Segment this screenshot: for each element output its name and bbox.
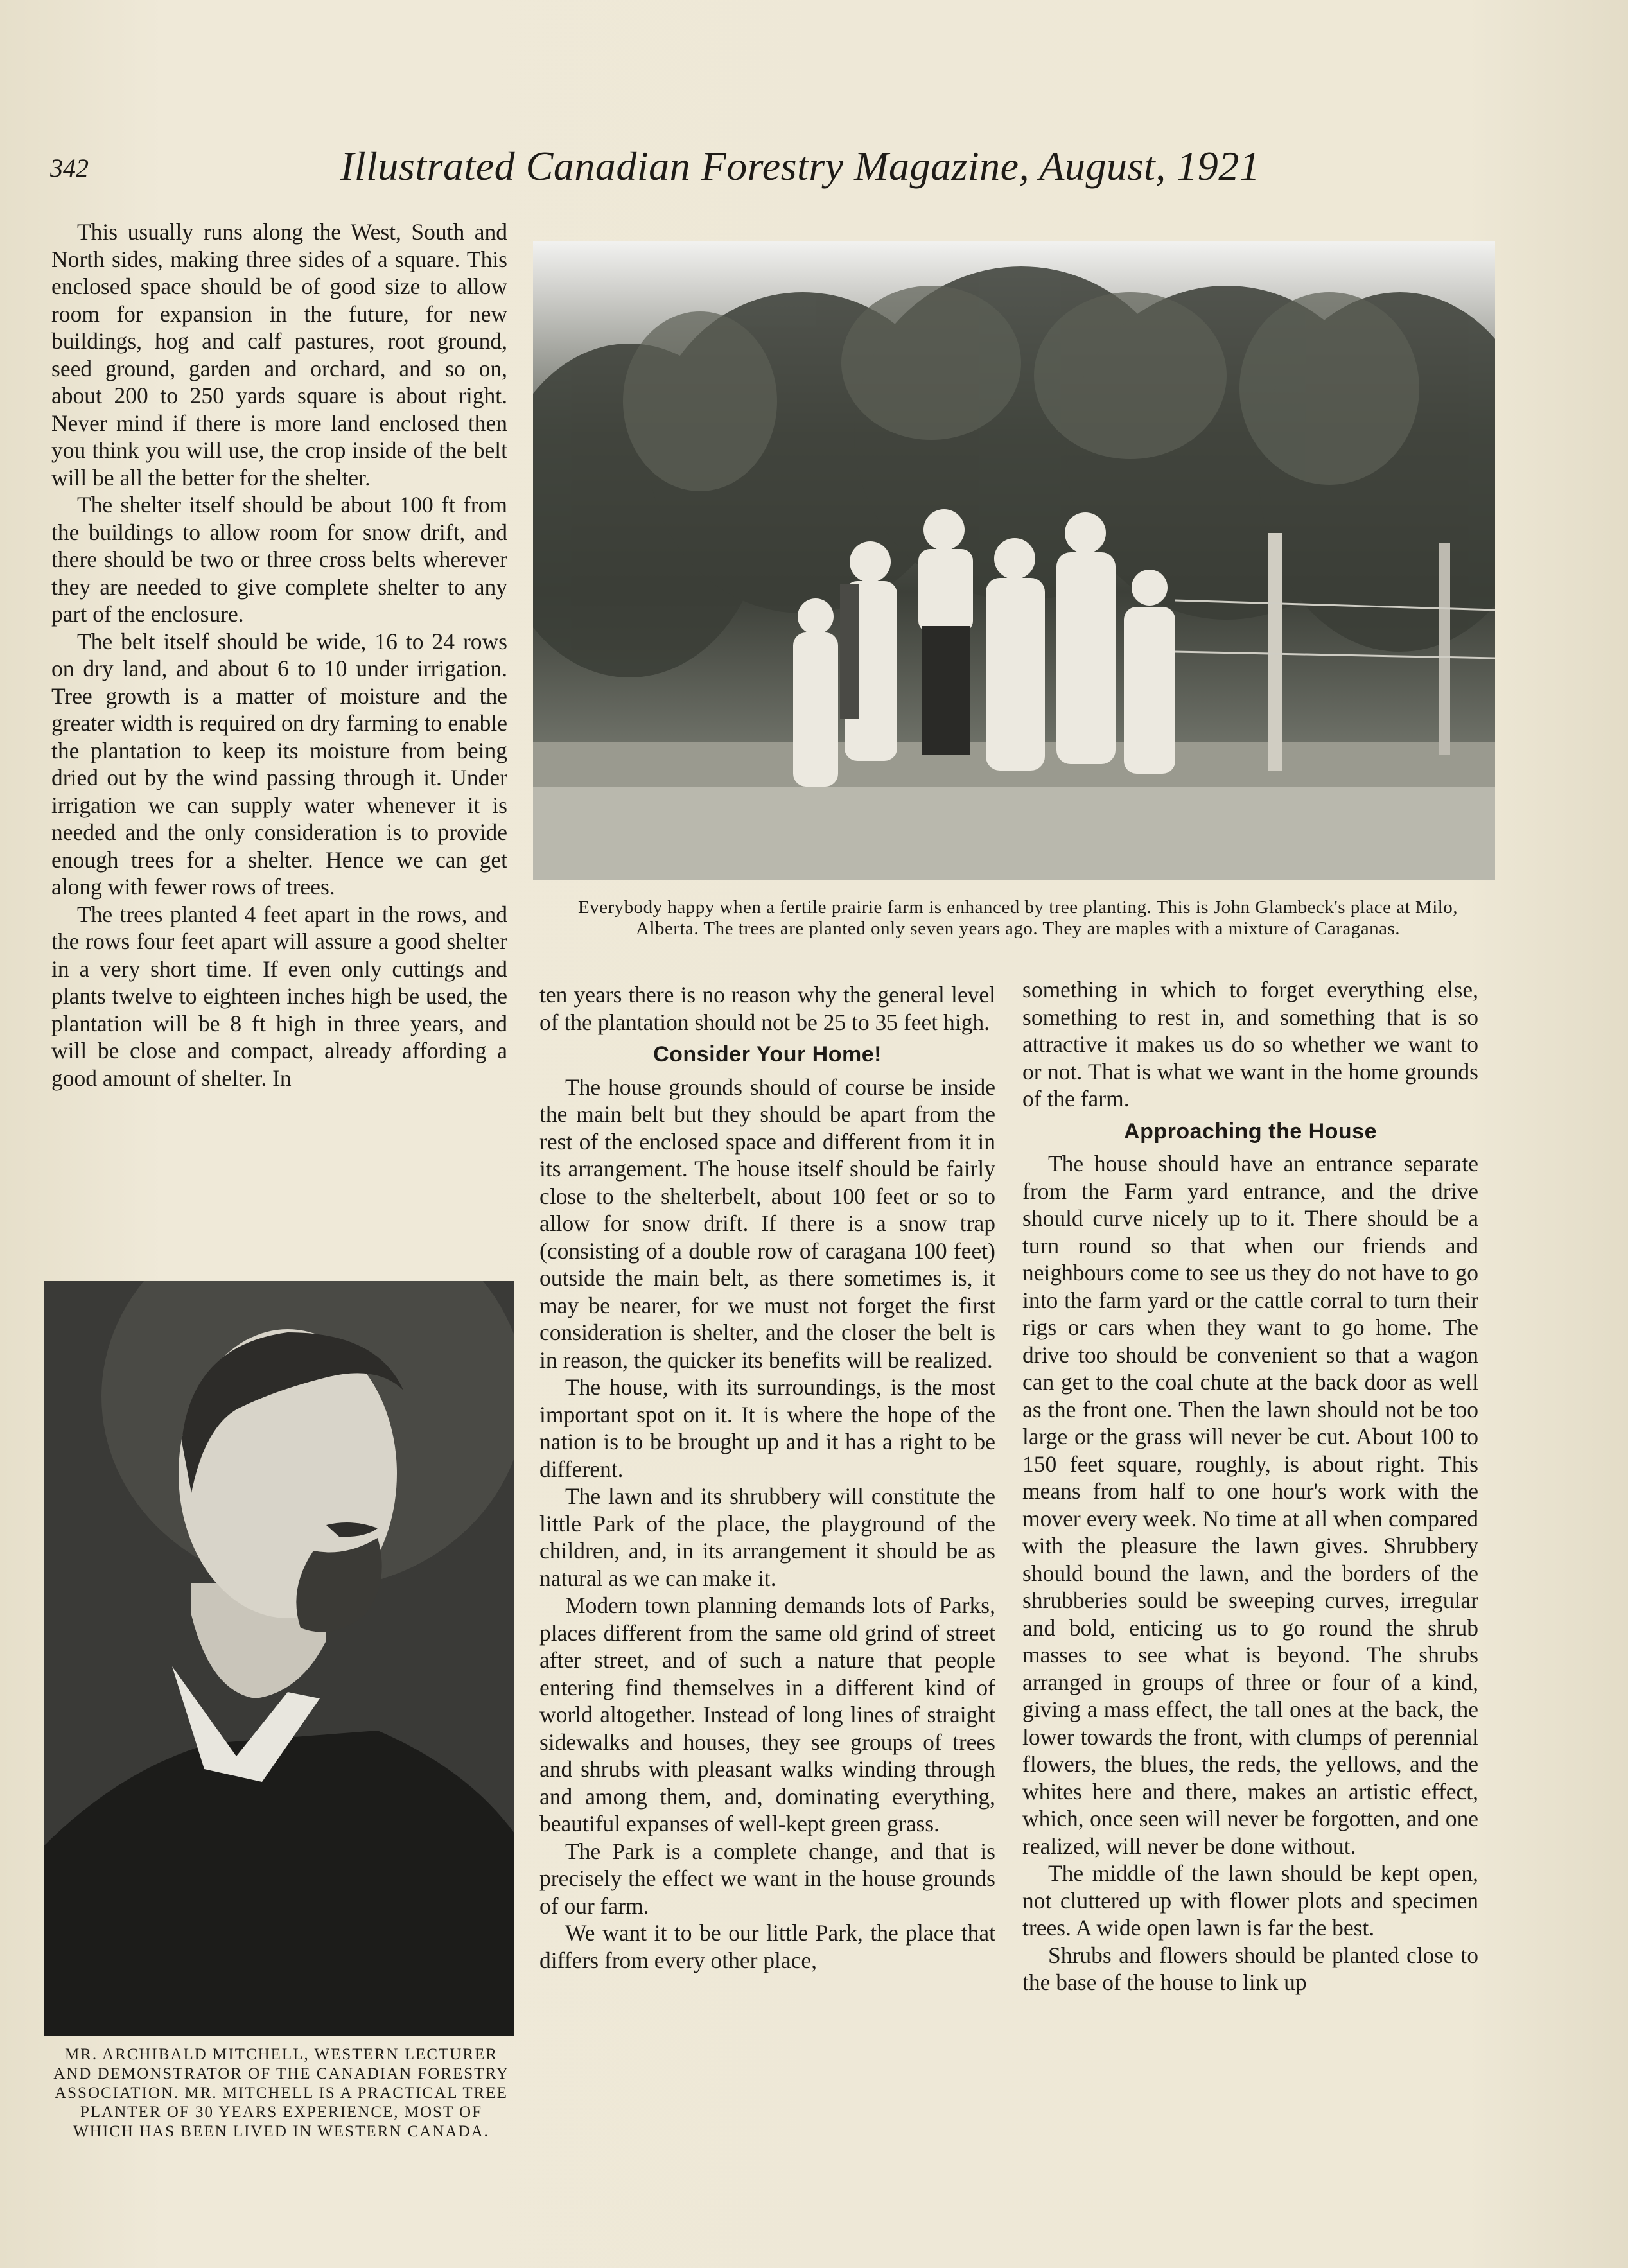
family-photo-caption: Everybody happy when a fertile prairie farm is enhanced by tree planting. This is John Glambeck's place at Milo, Alberta. The trees are planted only seven years ago. They are maples with a mixture of Caraganas.	[577, 897, 1458, 939]
paragraph: The shelter itself should be about 100 ft from the buildings to allow room for snow drift, and there should be two or three cross belts wherever they are needed to give complete shelter to any part of the enclosure.	[51, 492, 507, 627]
page-number: 342	[50, 153, 89, 182]
text-column-middle	[539, 981, 995, 1974]
paragraph: This usually runs along the West, South and North sides, making three sides of a square. This enclosed space should be of good size to allow room for expansion in the future, for new buildings, hog and calf pastures, root ground, seed ground, garden and orchard, and so on, about 200 to 250 yards square is about right. Never mind if there is more land enclosed then you think you will use, the crop inside of the belt will be all the better for the shelter.	[51, 219, 507, 491]
paragraph: The house should have an entrance separate from the Farm yard entrance, and the drive should curve nicely up to it. There should be a turn round so that when our friends and neighbours come to see us they do not have to go into the farm yard or the cattle corral to turn their rigs or cars when they want to go home. The drive too should be convenient so that a wagon can get to the coal chute at the back door as well as the front one. Then the lawn should not be too large or the grass will never be cut. About 100 to 150 feet square, roughly, is about right. This means from half to one hour's work with the mover every week. No time at all when compared with the pleasure the lawn gives. Shrubbery should bound the lawn, and the borders of the shrubberies sould be sweeping curves, irregular and bold, enticing us to go round the shrub masses to see what is beyond. The shrubs arranged in groups of three or four of a kind, giving a mass effect, the tall ones at the back, the lower towards the front, with clumps of perennial flowers, the blues, the reds, the yellows, and the whites here and there, makes an artistic effect, which, once seen will never be forgotten, and one realized, will never be done without.	[1022, 1151, 1478, 1859]
text-column-right	[1022, 976, 1478, 1996]
section-heading: Consider Your Home!	[653, 1042, 882, 1067]
paragraph: The middle of the lawn should be kept open, not cluttered up with flower plots and specimen trees. A wide open lawn is far the best.	[1022, 1860, 1478, 1941]
paragraph: We want it to be our little Park, the place that differs from every other place,	[539, 1920, 995, 1973]
portrait-caption: MR. ARCHIBALD MITCHELL, WESTERN LECTURER AND DEMONSTRATOR OF THE CANADIAN FORESTRY ASSOCIATION. MR. MITCHELL IS A PRACTICAL TREE PLANTER OF 30 YEARS EXPERIENCE, MOST OF WHICH HAS BEEN LIVED IN WESTERN CANADA.	[53, 2046, 509, 2140]
paragraph: Modern town planning demands lots of Parks, places different from the same old grind of street after street, and of such a nature that people entering find themselves in a different kind of world altogether. Instead of long lines of straight sidewalks and houses, they see groups of trees and shrubs with pleasant walks winding through and among them, and, dominating everything, beautiful expanses of well-kept green grass.	[539, 1592, 995, 1836]
paragraph: The Park is a complete change, and that is precisely the effect we want in the house grounds of our farm.	[539, 1838, 995, 1919]
running-header-title: Illustrated Canadian Forestry Magazine, August, 1921	[340, 143, 1261, 189]
paragraph: something in which to forget everything else, something to rest in, and something that is so attractive it makes us do so whether we want to or not. That is what we want in the home grounds of the farm.	[1022, 977, 1478, 1112]
paragraph: The house grounds should of course be inside the main belt but they should be apart from the rest of the enclosed space and different from it in its arrangement. The house itself should be fairly close to the shelterbelt, about 100 feet or so to allow for snow drift. If there is a snow trap (consisting of a double row of caragana 100 feet) outside the main belt, as there sometimes is, it may be nearer, for we must not forget the first consideration is shelter, and the closer the belt is in reason, the quicker its benefits will be realized.	[539, 1074, 995, 1373]
paragraph: The belt itself should be wide, 16 to 24 rows on dry land, and about 6 to 10 under irrigation. Tree growth is a matter of moisture and the greater width is required on dry farming to enable the plantation to keep its moisture from being dried out by the wind passing through it. Under irrigation we can supply water whenever it is needed and the only consideration is to provide enough trees for a shelter. Hence we can get along with fewer rows of trees.	[51, 628, 507, 900]
section-heading: Approaching the House	[1124, 1119, 1377, 1144]
paragraph: The house, with its surroundings, is the most important spot on it. It is where the hope of the nation is to be brought up and it has a right to be different.	[539, 1374, 995, 1482]
paragraph: ten years there is no reason why the general level of the plantation should not be 25 to 35 feet high.	[539, 982, 995, 1035]
paragraph: The lawn and its shrubbery will constitute the little Park of the place, the playground of the children, and, in its arrangement it should be as natural as we can make it.	[539, 1483, 995, 1591]
portrait-illustration	[44, 1281, 514, 2036]
paragraph: Shrubs and flowers should be planted close to the base of the house to link up	[1022, 1942, 1478, 1995]
paragraph: The trees planted 4 feet apart in the rows, and the rows four feet apart will assure a good shelter in a very short time. If even only cuttings and plants twelve to eighteen inches high be used, the plantation will be 8 ft high in three years, and will be close and compact, already affording a good amount of shelter. In	[51, 901, 507, 1091]
family-photo-illustration	[533, 241, 1495, 880]
portrait-photo	[44, 1281, 514, 2036]
family-group-photo	[533, 241, 1495, 880]
text-column-left	[51, 218, 507, 1092]
